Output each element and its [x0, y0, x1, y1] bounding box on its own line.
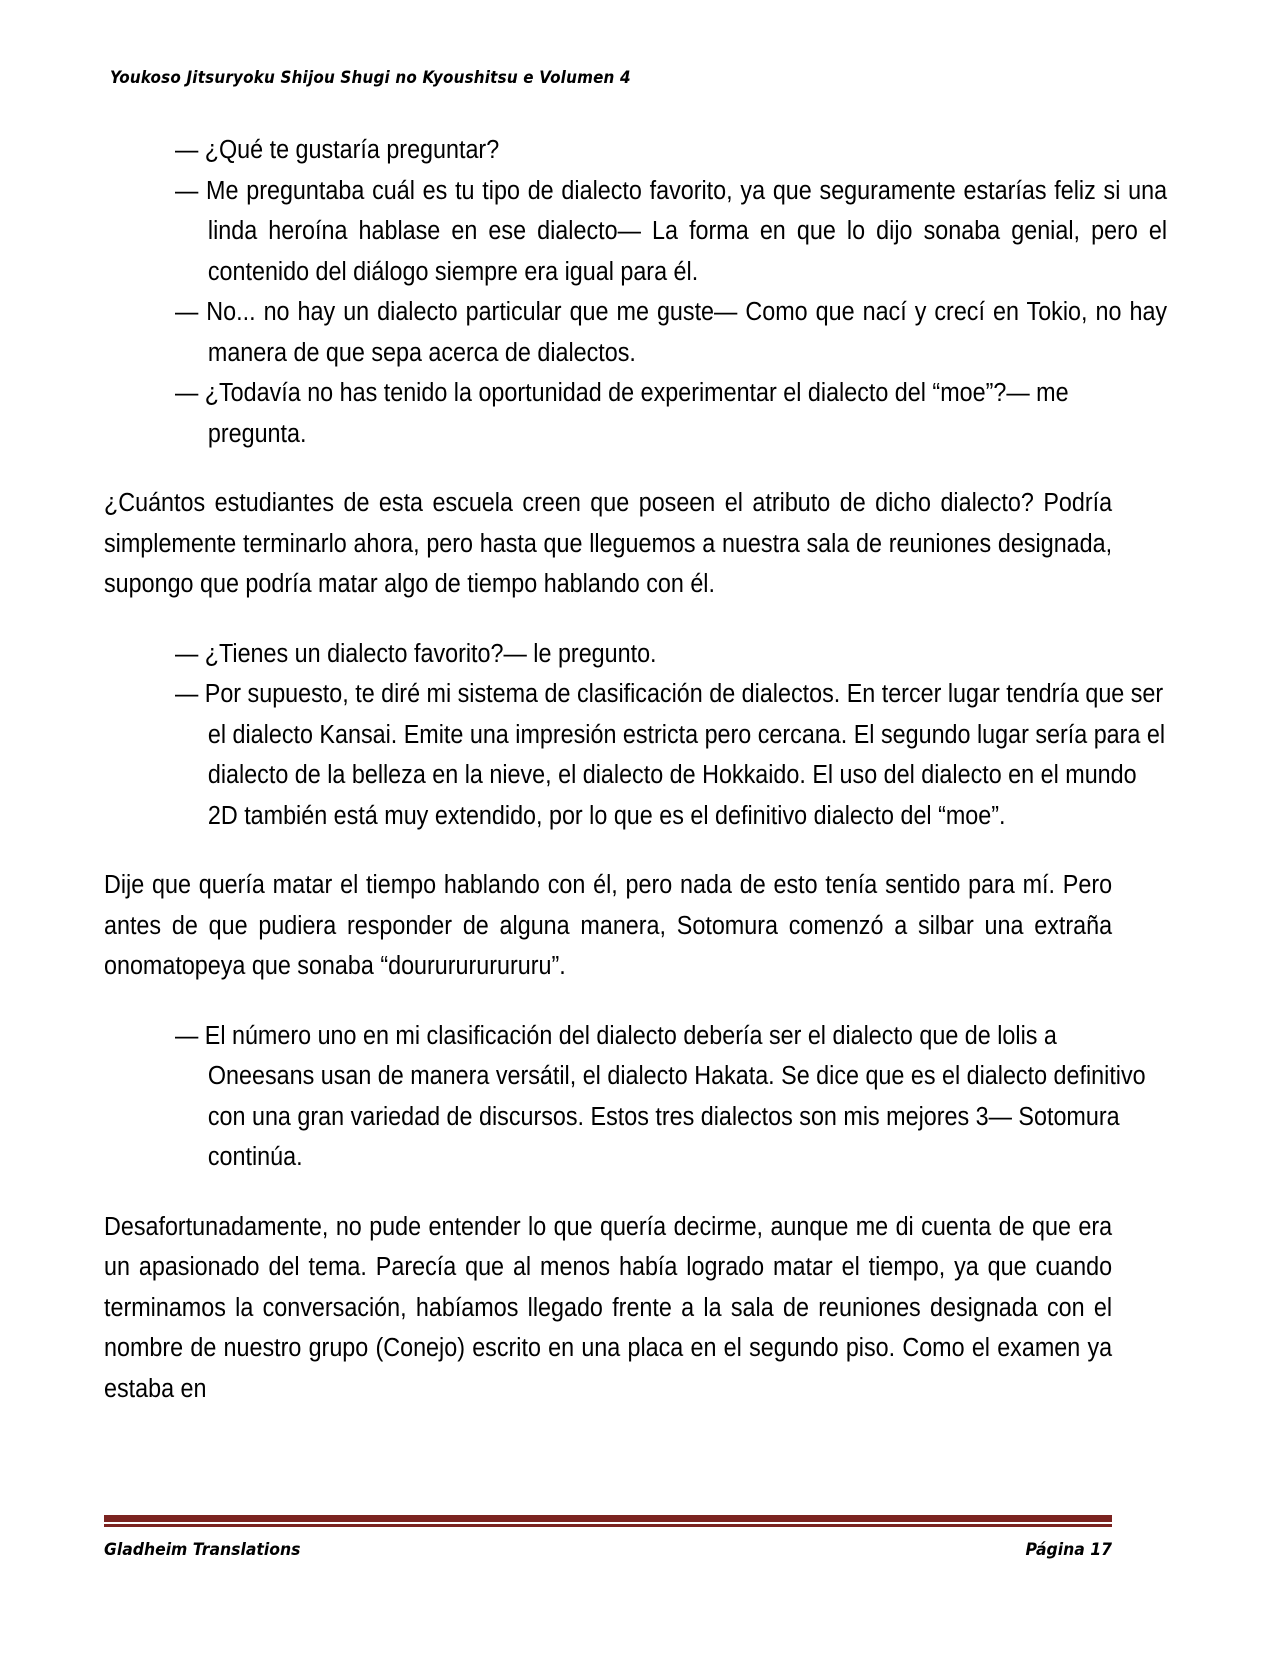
body-paragraph: Dije que quería matar el tiempo hablando con él, pero nada de esto tenía sentido para mí. Pero antes de que pudiera responder de alguna manera, Sotomura comenzó a silbar una extraña onomatopeya que sonaba “doururururururu”.	[104, 871, 1113, 980]
footer-page-number: Página 17	[1025, 1540, 1112, 1560]
dialogue-block-1	[104, 130, 1168, 454]
page-footer	[104, 1515, 1112, 1560]
page-header	[110, 68, 1170, 87]
dialogue-line: — Me preguntaba cuál es tu tipo de dialecto favorito, ya que seguramente estarías feliz si una linda heroína hablase en ese dialecto— La forma en que lo dijo sonaba genial, pero el contenido del diálogo siempre era igual para él.	[174, 176, 1168, 286]
page-content	[104, 130, 1168, 1409]
footer-rule-thin	[104, 1524, 1112, 1527]
dialogue-block-2	[104, 634, 1166, 837]
footer-row	[104, 1540, 1112, 1560]
dialogue-line: — ¿Tienes un dialecto favorito?— le pregunto.	[174, 639, 657, 668]
dialogue-line: — ¿Qué te gustaría preguntar?	[174, 136, 500, 164]
dialogue-line: — ¿Todavía no has tenido la oportunidad de experimentar el dialecto del “moe”?— me pregunta.	[174, 379, 1069, 448]
dialogue-line: — No... no hay un dialecto particular que me guste— Como que nací y crecí en Tokio, no hay manera de que sepa acerca de dialectos.	[174, 298, 1168, 367]
footer-rule-thick	[104, 1515, 1112, 1522]
body-paragraph: Desafortunadamente, no pude entender lo que quería decirme, aunque me di cuenta de que era un apasionado del tema. Parecía que al menos había logrado matar el tiempo, ya que cuando terminamos la conversación, habíamos llegado frente a la sala de reuniones designada con el nombre de nuestro grupo (Conejo) escrito en una placa en el segundo piso. Como el examen ya estaba en	[104, 1212, 1113, 1403]
body-paragraph: ¿Cuántos estudiantes de esta escuela creen que poseen el atributo de dicho dialecto? Podría simplemente terminarlo ahora, pero hasta que lleguemos a nuestra sala de reuniones designada, supongo que podría matar algo de tiempo hablando con él.	[104, 489, 1113, 598]
dialogue-line: — El número uno en mi clasificación del dialecto debería ser el dialecto que de lolis a Oneesans usan de manera versátil, el dialecto Hakata. Se dice que es el dialecto definitivo con una gran variedad de discursos. Estos tres dialectos son mis mejores 3— Sotomura continúa.	[174, 1021, 1146, 1171]
dialogue-line: — Por supuesto, te diré mi sistema de clasificación de dialectos. En tercer lugar tendría que ser el dialecto Kansai. Emite una impresión estricta pero cercana. El segundo lugar sería para el dialecto de la belleza en la nieve, el dialecto de Hokkaido. El uso del dialecto en el mundo 2D también está muy extendido, por lo que es el definitivo dialecto del “moe”.	[174, 680, 1166, 830]
header-title: Youkoso Jitsuryoku Shijou Shugi no Kyoushitsu e Volumen 4	[110, 68, 631, 87]
footer-translator-credit: Gladheim Translations	[104, 1540, 301, 1560]
dialogue-block-3	[104, 1016, 1146, 1178]
